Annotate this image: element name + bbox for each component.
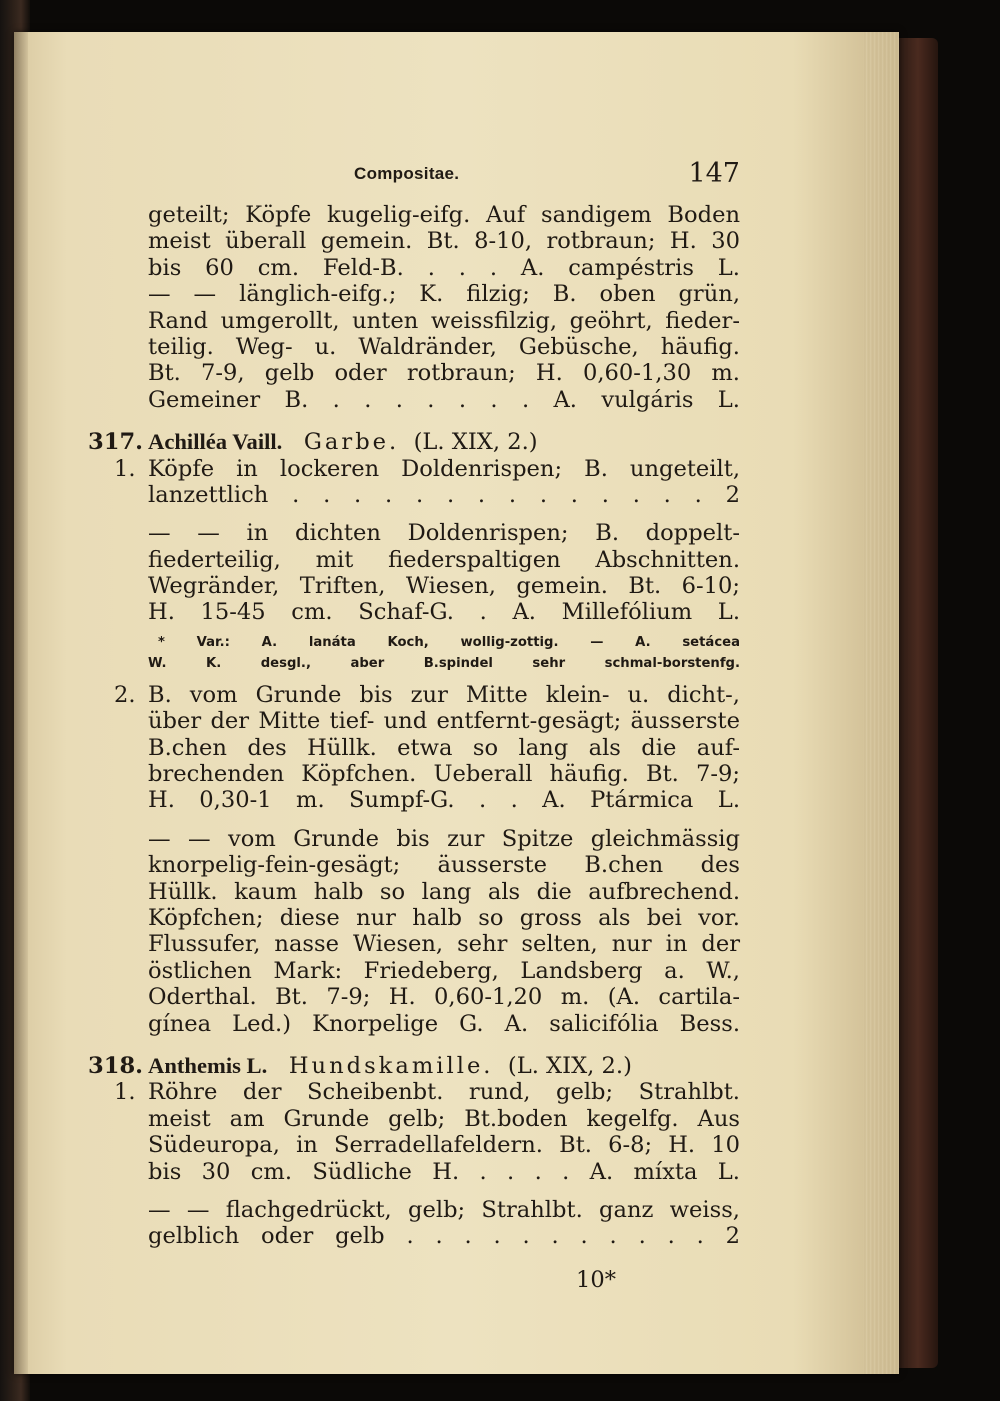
- couplet-line: über der Mitte tief- und entfernt-gesägt; äusserste: [148, 708, 740, 735]
- page-gutter: [14, 32, 28, 1374]
- genus-name: Achilléa Vaill.: [148, 429, 283, 455]
- signature-mark: 10*: [576, 1267, 617, 1293]
- couplet-line: Köpfchen; diese nur halb so gross als bei vor.: [148, 904, 740, 931]
- page-text: [88, 152, 740, 1250]
- page-number: 147: [688, 158, 740, 189]
- text-line: — — länglich-eifg.; K. filzig; B. oben grün,: [148, 281, 740, 308]
- couplet-line: Oderthal. Bt. 7-9; H. 0,60-1,20 m. (A. cartila-: [148, 984, 740, 1011]
- couplet-number: 1.: [114, 455, 136, 482]
- couplet-line: knorpelig-fein-gesägt; äusserste B.chen des: [148, 852, 740, 879]
- text-line: Gemeiner B. . . . . . . . A. vulgáris L.: [148, 386, 740, 413]
- text-line: meist überall gemein. Bt. 8-10, rotbraun; H. 30: [148, 228, 740, 255]
- couplet-line: gelblich oder gelb . . . . . . . . . . . 2: [148, 1223, 740, 1250]
- couplet-line: — — in dichten Doldenrispen; B. doppelt-: [148, 520, 740, 547]
- couplet-line: — — vom Grunde bis zur Spitze gleichmässig: [148, 825, 740, 852]
- couplet-number: 1.: [114, 1079, 136, 1106]
- variety-note: * Var.: A. lanáta Koch, wollig-zottig. — A. setácea: [158, 634, 740, 650]
- page-edge: [863, 32, 899, 1374]
- text-line: Bt. 7-9, gelb oder rotbraun; H. 0,60-1,30 m.: [148, 360, 740, 387]
- linnaean-class: (L. XIX, 2.): [413, 429, 538, 456]
- couplet-line: H. 15-45 cm. Schaf-G. . A. Millefólium L.: [148, 599, 740, 626]
- couplet-line: Südeuropa, in Serradellafeldern. Bt. 6-8; H. 10: [148, 1132, 740, 1159]
- couplet-line: fiederteilig, mit fiederspaltigen Abschnitten.: [148, 546, 740, 573]
- couplet-line: Wegränder, Triften, Wiesen, gemein. Bt. 6-10;: [148, 573, 740, 600]
- couplet-line: bis 30 cm. Südliche H. . . . . A. míxta L.: [148, 1158, 740, 1185]
- couplet-line: brechenden Köpfchen. Ueberall häufig. Bt. 7-9;: [148, 761, 740, 788]
- couplet-line: östlichen Mark: Friedeberg, Landsberg a. W.,: [148, 957, 740, 984]
- couplet-line: Flussufer, nasse Wiesen, sehr selten, nur in der: [148, 931, 740, 958]
- couplet-line: Hüllk. kaum halb so lang als die aufbrechend.: [148, 878, 740, 905]
- book-cover-right: [898, 38, 938, 1368]
- couplet-text: Röhre der Scheibenbt. rund, gelb; Strahlbt.: [148, 1079, 740, 1106]
- page-header: [148, 152, 740, 202]
- text-line: geteilt; Köpfe kugelig-eifg. Auf sandigem Boden: [148, 202, 740, 228]
- running-title: Compositae.: [354, 164, 460, 183]
- couplet-line: [114, 455, 740, 482]
- couplet-line: H. 0,30-1 m. Sumpf-G. . . A. Ptármica L.: [148, 787, 740, 814]
- couplet-line: B.chen des Hüllk. etwa so lang als die auf-: [148, 734, 740, 761]
- entry-317-heading: [88, 429, 740, 456]
- couplet-text: B. vom Grunde bis zur Mitte klein- u. dicht-,: [148, 681, 740, 708]
- text-line: teilig. Weg- u. Waldränder, Gebüsche, häufig.: [148, 333, 740, 360]
- couplet-text: Köpfe in lockeren Doldenrispen; B. ungeteilt,: [148, 455, 740, 482]
- text-line: Rand umgerollt, unten weissfilzig, geöhrt, fieder-: [148, 307, 740, 334]
- variety-note: W. K. desgl., aber B.spindel sehr schmal-borstenfg.: [148, 655, 740, 671]
- entry-number: 317.: [88, 429, 144, 456]
- couplet-number: 2.: [114, 681, 136, 708]
- book-page: [14, 32, 899, 1374]
- couplet-line: gínea Led.) Knorpelige G. A. salicifólia Bess.: [148, 1010, 740, 1037]
- couplet-line: lanzettlich . . . . . . . . . . . . . . 2: [148, 481, 740, 508]
- couplet-line: — — flachgedrückt, gelb; Strahlbt. ganz weiss,: [148, 1196, 740, 1223]
- couplet-line: [114, 681, 740, 708]
- entry-318-heading: [88, 1052, 740, 1079]
- couplet-line: [114, 1079, 740, 1106]
- common-name: Garbe.: [303, 429, 400, 456]
- linnaean-class: (L. XIX, 2.): [507, 1052, 632, 1079]
- genus-name: Anthemis L.: [148, 1052, 268, 1078]
- common-name: Hundskamille.: [288, 1052, 494, 1079]
- entry-number: 318.: [88, 1052, 144, 1079]
- text-line: bis 60 cm. Feld-B. . . . A. campéstris L.: [148, 254, 740, 281]
- couplet-line: meist am Grunde gelb; Bt.boden kegelfg. Aus: [148, 1105, 740, 1132]
